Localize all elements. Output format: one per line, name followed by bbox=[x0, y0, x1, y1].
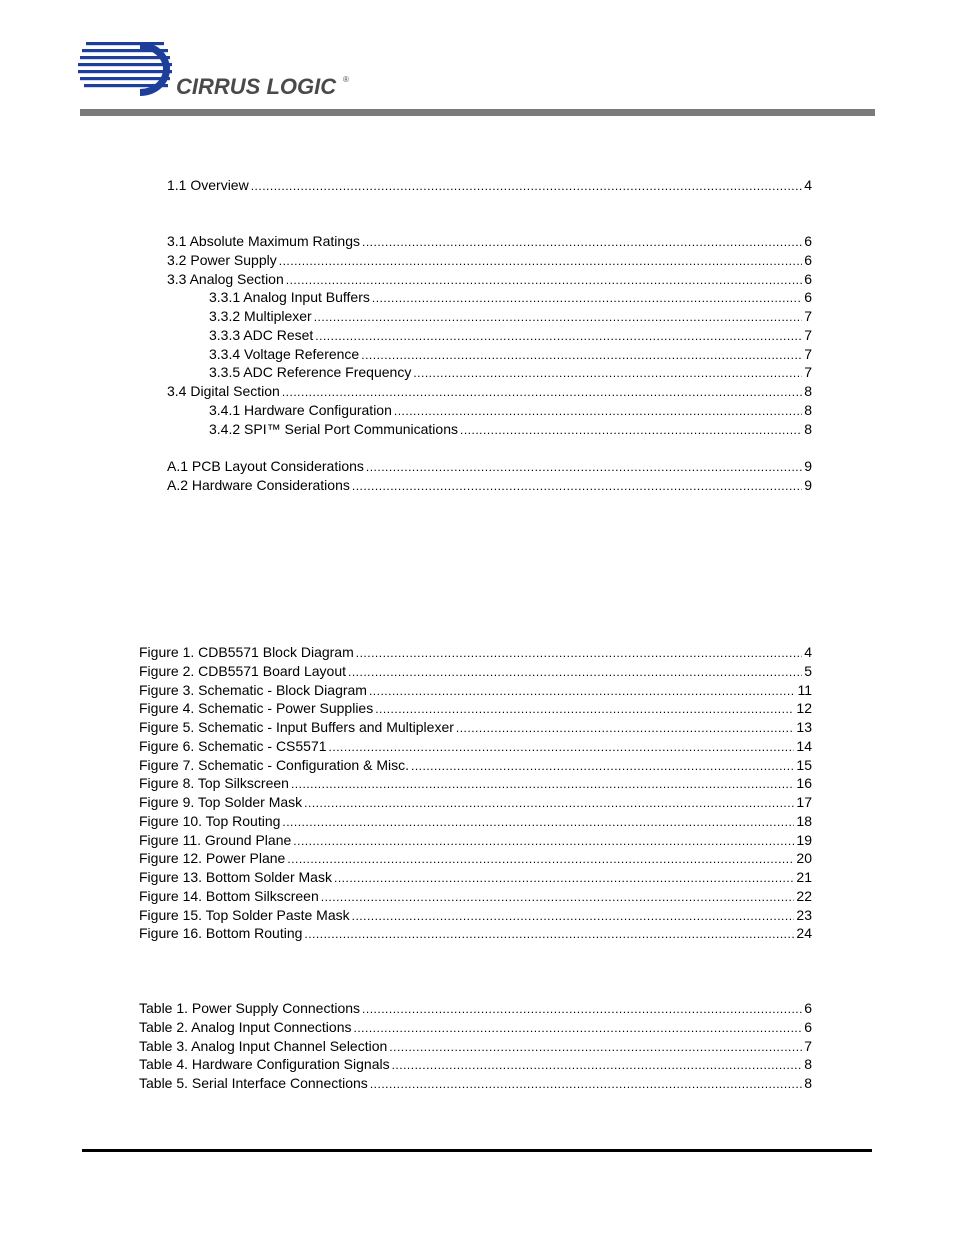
toc-entry-page: 5 bbox=[804, 662, 812, 679]
toc-entry-title: Figure 7. Schematic - Configuration & Misc. bbox=[139, 756, 409, 773]
toc-entry-page: 8 bbox=[804, 401, 812, 418]
toc-entry-page: 14 bbox=[796, 737, 812, 754]
toc-entry[interactable] bbox=[167, 232, 812, 251]
toc-entry-title: Figure 4. Schematic - Power Supplies bbox=[139, 700, 374, 717]
toc-entry[interactable] bbox=[167, 176, 812, 195]
dot-leader bbox=[356, 644, 802, 663]
toc-entry-title: Figure 9. Top Solder Mask bbox=[139, 794, 303, 810]
dot-leader bbox=[362, 1000, 802, 1019]
toc-entry-title: Figure 15. Top Solder Paste Mask bbox=[139, 906, 350, 923]
footer-rule bbox=[82, 1149, 872, 1152]
toc-entry-title: 3.3 Analog Section bbox=[167, 270, 284, 287]
toc-entry-title: Figure 13. Bottom Solder Mask bbox=[139, 869, 332, 885]
toc-entry-page: 22 bbox=[796, 887, 812, 904]
table-entry[interactable] bbox=[139, 999, 812, 1018]
toc-entry[interactable] bbox=[209, 288, 812, 307]
toc-entry[interactable] bbox=[209, 401, 812, 420]
dot-leader bbox=[375, 700, 794, 719]
toc-entry-page: 4 bbox=[804, 177, 812, 193]
dot-leader bbox=[389, 1038, 802, 1057]
dot-leader bbox=[394, 402, 802, 421]
toc-entry-title: 3.3.4 Voltage Reference bbox=[209, 345, 360, 362]
toc-entry-page: 19 bbox=[796, 831, 812, 848]
toc-entry-page: 20 bbox=[796, 850, 812, 867]
toc-entry-page: 8 bbox=[804, 1056, 812, 1073]
figure-entry[interactable] bbox=[139, 643, 812, 662]
toc-entry-title: Figure 3. Schematic - Block Diagram bbox=[139, 681, 367, 698]
dot-leader bbox=[362, 233, 802, 252]
toc-entry-page: 8 bbox=[804, 1075, 812, 1091]
toc-entry-page: 8 bbox=[804, 383, 812, 399]
toc-entry-page: 8 bbox=[804, 420, 812, 437]
toc-entry-title: Figure 11. Ground Plane bbox=[139, 831, 292, 848]
toc-entry-title: Table 5. Serial Interface Connections bbox=[139, 1075, 368, 1091]
toc-entry[interactable] bbox=[167, 457, 812, 476]
toc-entry-page: 11 bbox=[797, 681, 812, 698]
toc-entry-page: 6 bbox=[804, 233, 812, 249]
figure-entry[interactable] bbox=[139, 681, 812, 700]
toc-entry-page: 15 bbox=[796, 756, 812, 773]
toc-entry-page: 4 bbox=[804, 644, 812, 660]
dot-leader bbox=[251, 177, 803, 196]
table-entry[interactable] bbox=[139, 1018, 812, 1037]
dot-leader bbox=[304, 925, 794, 944]
dot-leader bbox=[282, 813, 794, 832]
dot-leader bbox=[392, 1056, 803, 1075]
figure-entry[interactable] bbox=[139, 887, 812, 906]
toc-entry[interactable] bbox=[209, 307, 812, 326]
toc-entry[interactable] bbox=[209, 345, 812, 364]
toc-entry-title: 1.1 Overview bbox=[167, 177, 249, 193]
toc-entry-page: 12 bbox=[796, 700, 812, 717]
toc-entry-title: Table 3. Analog Input Channel Selection bbox=[139, 1037, 388, 1054]
toc-entry-title: Figure 5. Schematic - Input Buffers and Multiplexer bbox=[139, 719, 454, 735]
toc-entry-page: 13 bbox=[796, 719, 812, 735]
toc-entry-page: 17 bbox=[796, 794, 812, 810]
toc-entry-title: 3.1 Absolute Maximum Ratings bbox=[167, 233, 360, 249]
svg-text:®: ® bbox=[343, 75, 349, 84]
toc-entry-title: Table 1. Power Supply Connections bbox=[139, 1000, 361, 1016]
toc-entry-page: 18 bbox=[796, 812, 812, 829]
dot-leader bbox=[460, 421, 802, 440]
dot-leader bbox=[372, 289, 802, 308]
dot-leader bbox=[411, 757, 794, 776]
dot-leader bbox=[282, 383, 802, 402]
figure-entry[interactable] bbox=[139, 737, 812, 756]
toc-entry-title: Figure 1. CDB5571 Block Diagram bbox=[139, 644, 354, 660]
toc-entry-title: 3.3.2 Multiplexer bbox=[209, 308, 312, 324]
toc-entry-page: 21 bbox=[796, 869, 812, 885]
toc-entry-page: 6 bbox=[804, 289, 812, 306]
toc-entry-page: 7 bbox=[804, 364, 812, 381]
toc-entry-page: 24 bbox=[796, 925, 812, 942]
toc-entry-page: 7 bbox=[804, 345, 812, 362]
toc-entry-title: Figure 8. Top Silkscreen bbox=[139, 775, 289, 792]
toc-entry-title: Figure 10. Top Routing bbox=[139, 812, 281, 829]
dot-leader bbox=[334, 869, 794, 888]
dot-leader bbox=[321, 888, 795, 907]
toc-entry-title: Figure 16. Bottom Routing bbox=[139, 925, 303, 942]
toc-entry-page: 16 bbox=[796, 775, 812, 792]
figure-entry[interactable] bbox=[139, 774, 812, 793]
toc-entry-page: 7 bbox=[804, 308, 812, 324]
figure-entry[interactable] bbox=[139, 849, 812, 868]
dot-leader bbox=[352, 477, 802, 496]
toc-entry-page: 7 bbox=[804, 326, 812, 343]
toc-entry-title: 3.3.5 ADC Reference Frequency bbox=[209, 364, 412, 381]
figure-entry[interactable] bbox=[139, 756, 812, 775]
dot-leader bbox=[314, 308, 802, 327]
toc-entry[interactable] bbox=[167, 270, 812, 289]
figure-entry[interactable] bbox=[139, 924, 812, 943]
toc-entry-page: 6 bbox=[804, 1018, 812, 1035]
toc-entry-page: 7 bbox=[804, 1037, 812, 1054]
toc-entry-title: Figure 14. Bottom Silkscreen bbox=[139, 887, 319, 904]
figure-entry[interactable] bbox=[139, 718, 812, 737]
toc-entry-title: A.2 Hardware Considerations bbox=[167, 476, 350, 493]
toc-entry-title: 3.3.1 Analog Input Buffers bbox=[209, 289, 370, 306]
header-bar bbox=[80, 109, 875, 116]
table-entry[interactable] bbox=[139, 1055, 812, 1074]
toc-entry-title: 3.4.2 SPI™ Serial Port Communications bbox=[209, 420, 458, 437]
figure-entry[interactable] bbox=[139, 812, 812, 831]
figure-entry[interactable] bbox=[139, 868, 812, 887]
dot-leader bbox=[291, 775, 794, 794]
dot-leader bbox=[456, 719, 795, 738]
dot-leader bbox=[370, 1075, 802, 1094]
dot-leader bbox=[315, 327, 802, 346]
cirrus-logic-logo bbox=[78, 38, 358, 100]
table-entry[interactable] bbox=[139, 1074, 812, 1093]
toc-entry-page: 6 bbox=[804, 1000, 812, 1016]
toc-entry[interactable] bbox=[209, 363, 812, 382]
dot-leader bbox=[287, 850, 794, 869]
toc-entry-title: 3.2 Power Supply bbox=[167, 251, 277, 268]
toc-entry-title: 3.3.3 ADC Reset bbox=[209, 326, 314, 343]
toc-entry-page: 23 bbox=[796, 906, 812, 923]
figure-entry[interactable] bbox=[139, 793, 812, 812]
dot-leader bbox=[329, 738, 795, 757]
dot-leader bbox=[348, 663, 802, 682]
table-entry[interactable] bbox=[139, 1037, 812, 1056]
dot-leader bbox=[366, 458, 802, 477]
dot-leader bbox=[286, 271, 802, 290]
svg-text:CIRRUS LOGIC: CIRRUS LOGIC bbox=[176, 74, 337, 99]
figure-entry[interactable] bbox=[139, 906, 812, 925]
toc-entry-page: 6 bbox=[804, 251, 812, 268]
dot-leader bbox=[352, 907, 795, 926]
toc-entry-title: Figure 2. CDB5571 Board Layout bbox=[139, 662, 347, 679]
toc-entry-title: Table 2. Analog Input Connections bbox=[139, 1018, 352, 1035]
toc-entry-title: Figure 6. Schematic - CS5571 bbox=[139, 737, 327, 754]
dot-leader bbox=[293, 832, 794, 851]
toc-entry[interactable] bbox=[167, 251, 812, 270]
figure-entry[interactable] bbox=[139, 699, 812, 718]
toc-entry-title: 3.4 Digital Section bbox=[167, 383, 280, 399]
toc-entry[interactable] bbox=[209, 326, 812, 345]
toc-entry-page: 9 bbox=[804, 476, 812, 493]
dot-leader bbox=[354, 1019, 803, 1038]
figure-entry[interactable] bbox=[139, 831, 812, 850]
dot-leader bbox=[304, 794, 794, 813]
toc-entry[interactable] bbox=[167, 476, 812, 495]
toc-entry-title: Figure 12. Power Plane bbox=[139, 850, 286, 867]
toc-entry-page: 6 bbox=[804, 270, 812, 287]
toc-entry-title: 3.4.1 Hardware Configuration bbox=[209, 401, 392, 418]
dot-leader bbox=[413, 364, 802, 383]
dot-leader bbox=[279, 252, 802, 271]
figure-entry[interactable] bbox=[139, 662, 812, 681]
dot-leader bbox=[361, 346, 802, 365]
toc-entry[interactable] bbox=[209, 420, 812, 439]
toc-entry-title: A.1 PCB Layout Considerations bbox=[167, 458, 364, 474]
dot-leader bbox=[369, 682, 795, 701]
toc-entry[interactable] bbox=[167, 382, 812, 401]
toc-entry-title: Table 4. Hardware Configuration Signals bbox=[139, 1056, 390, 1073]
toc-entry-page: 9 bbox=[804, 458, 812, 474]
